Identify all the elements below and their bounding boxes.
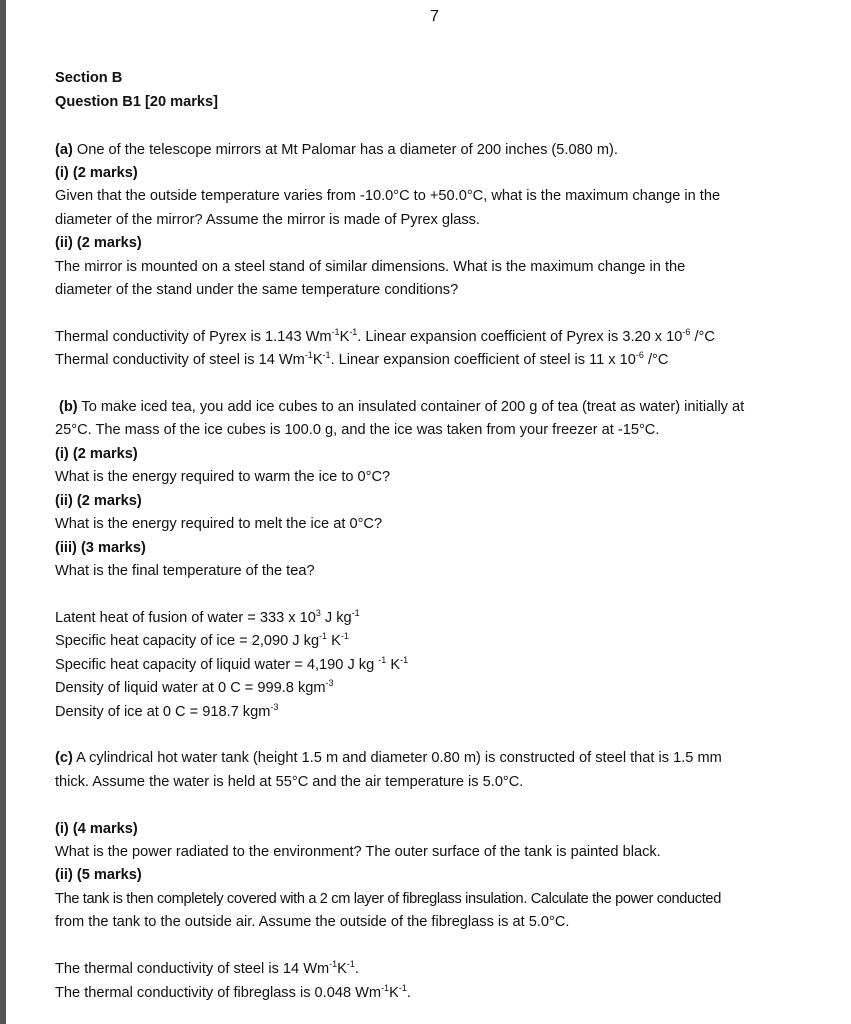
exponent: -1: [331, 327, 340, 337]
part-a-i-line1: Given that the outside temperature varies from -10.0°C to +50.0°C, what is the maximum change in the: [55, 188, 721, 204]
part-b-iii-label: (iii) (3 marks): [55, 540, 146, 556]
section-title: Section B: [55, 70, 123, 86]
text: K: [386, 657, 401, 673]
text: Specific heat capacity of liquid water = 4,190 J kg: [55, 657, 379, 673]
part-c-label: (c): [55, 750, 73, 766]
part-c-intro-line2: thick. Assume the water is held at 55°C and the air temperature is 5.0°C.: [55, 774, 524, 790]
part-b-iii-text: What is the final temperature of the tea?: [55, 563, 315, 579]
ice-density-line: [55, 703, 278, 721]
exponent: -1: [340, 631, 349, 641]
part-b-ii-label: (ii) (2 marks): [55, 493, 142, 509]
pyrex-data-line: [55, 328, 715, 346]
text: . Linear expansion coefficient of Pyrex is 3.20 x 10: [357, 329, 683, 345]
part-a-label: (a): [55, 142, 73, 158]
part-a-i-line2: diameter of the mirror? Assume the mirror is made of Pyrex glass.: [55, 212, 480, 228]
part-c-ii-label: (ii) (5 marks): [55, 867, 142, 883]
part-b-intro-line1: [59, 398, 744, 416]
exponent: -6: [635, 350, 644, 360]
part-a-ii-label: (ii) (2 marks): [55, 235, 142, 251]
text: The thermal conductivity of steel is 14 Wm: [55, 961, 330, 977]
latent-heat-line: [55, 609, 360, 627]
exponent: 3: [315, 608, 321, 618]
exponent: -1: [322, 350, 331, 360]
part-c-ii-line1: The tank is then completely covered with a 2 cm layer of fibreglass insulation. Calculate the power conducted: [55, 891, 721, 907]
part-c-intro-line1: [55, 749, 722, 767]
text: /°C: [690, 329, 715, 345]
fibreglass-conductivity-line: [55, 984, 411, 1002]
part-a-ii-line2: diameter of the stand under the same temperature conditions?: [55, 282, 459, 298]
part-b-label: (b): [59, 399, 78, 415]
exponent: -3: [325, 678, 334, 688]
text: K: [327, 633, 341, 649]
text: K: [312, 352, 323, 368]
exponent: -6: [682, 327, 691, 337]
steel-data-line: [55, 351, 668, 369]
question-title: Question B1 [20 marks]: [55, 94, 219, 110]
ice-heat-capacity-line: [55, 632, 349, 650]
text: .: [354, 961, 359, 977]
text: Specific heat capacity of ice = 2,090 J kg: [55, 633, 320, 649]
exponent: -1: [346, 959, 355, 969]
exponent: -1: [398, 983, 407, 993]
text: The thermal conductivity of fibreglass is 0.048 Wm: [55, 985, 382, 1001]
exponent: -1: [378, 655, 387, 665]
exponent: -1: [351, 608, 360, 618]
exponent: -1: [349, 327, 358, 337]
water-heat-capacity-line: [55, 656, 408, 674]
part-b-i-label: (i) (2 marks): [55, 446, 138, 462]
text: J kg: [320, 610, 352, 626]
text: .: [406, 985, 411, 1001]
text: A cylindrical hot water tank (height 1.5 m and diameter 0.80 m) is constructed of steel that is 1.5 mm: [72, 750, 722, 766]
text: Density of liquid water at 0 C = 999.8 kgm: [55, 680, 326, 696]
exponent: -1: [304, 350, 313, 360]
part-c-i-text: What is the power radiated to the environment? The outer surface of the tank is painted black.: [55, 844, 661, 860]
part-b-i-text: What is the energy required to warm the ice to 0°C?: [55, 469, 391, 485]
page-number: 7: [430, 8, 439, 25]
text: K: [337, 961, 347, 977]
exponent: -3: [270, 702, 279, 712]
left-edge-bar: [0, 0, 6, 1024]
text: To make iced tea, you add ice cubes to an insulated container of 200 g of tea (treat as water) initially at: [77, 399, 745, 415]
exponent: -1: [329, 959, 338, 969]
part-b-intro-line2: 25°C. The mass of the ice cubes is 100.0 g, and the ice was taken from your freezer at -15°C.: [55, 422, 660, 438]
steel-conductivity-line: [55, 960, 359, 978]
water-density-line: [55, 679, 334, 697]
exponent: -1: [381, 983, 390, 993]
text: Density of ice at 0 C = 918.7 kgm: [55, 704, 271, 720]
exponent: -1: [319, 631, 328, 641]
text: Thermal conductivity of Pyrex is 1.143 Wm: [55, 329, 332, 345]
text: K: [339, 329, 350, 345]
exponent: -1: [400, 655, 409, 665]
part-c-i-label: (i) (4 marks): [55, 821, 138, 837]
part-a-i-label: (i) (2 marks): [55, 165, 138, 181]
part-a-intro-text: One of the telescope mirrors at Mt Palomar has a diameter of 200 inches (5.080 m).: [72, 142, 618, 158]
text: . Linear expansion coefficient of steel is 11 x 10: [330, 352, 636, 368]
text: Thermal conductivity of steel is 14 Wm: [55, 352, 305, 368]
part-c-ii-line2: from the tank to the outside air. Assume the outside of the fibreglass is at 5.0°C.: [55, 914, 570, 930]
text: Latent heat of fusion of water = 333 x 10: [55, 610, 316, 626]
part-a-ii-line1: The mirror is mounted on a steel stand of similar dimensions. What is the maximum change in the: [55, 259, 686, 275]
part-a-intro: [55, 141, 618, 159]
text: /°C: [643, 352, 669, 368]
text: K: [389, 985, 399, 1001]
part-b-ii-text: What is the energy required to melt the ice at 0°C?: [55, 516, 383, 532]
